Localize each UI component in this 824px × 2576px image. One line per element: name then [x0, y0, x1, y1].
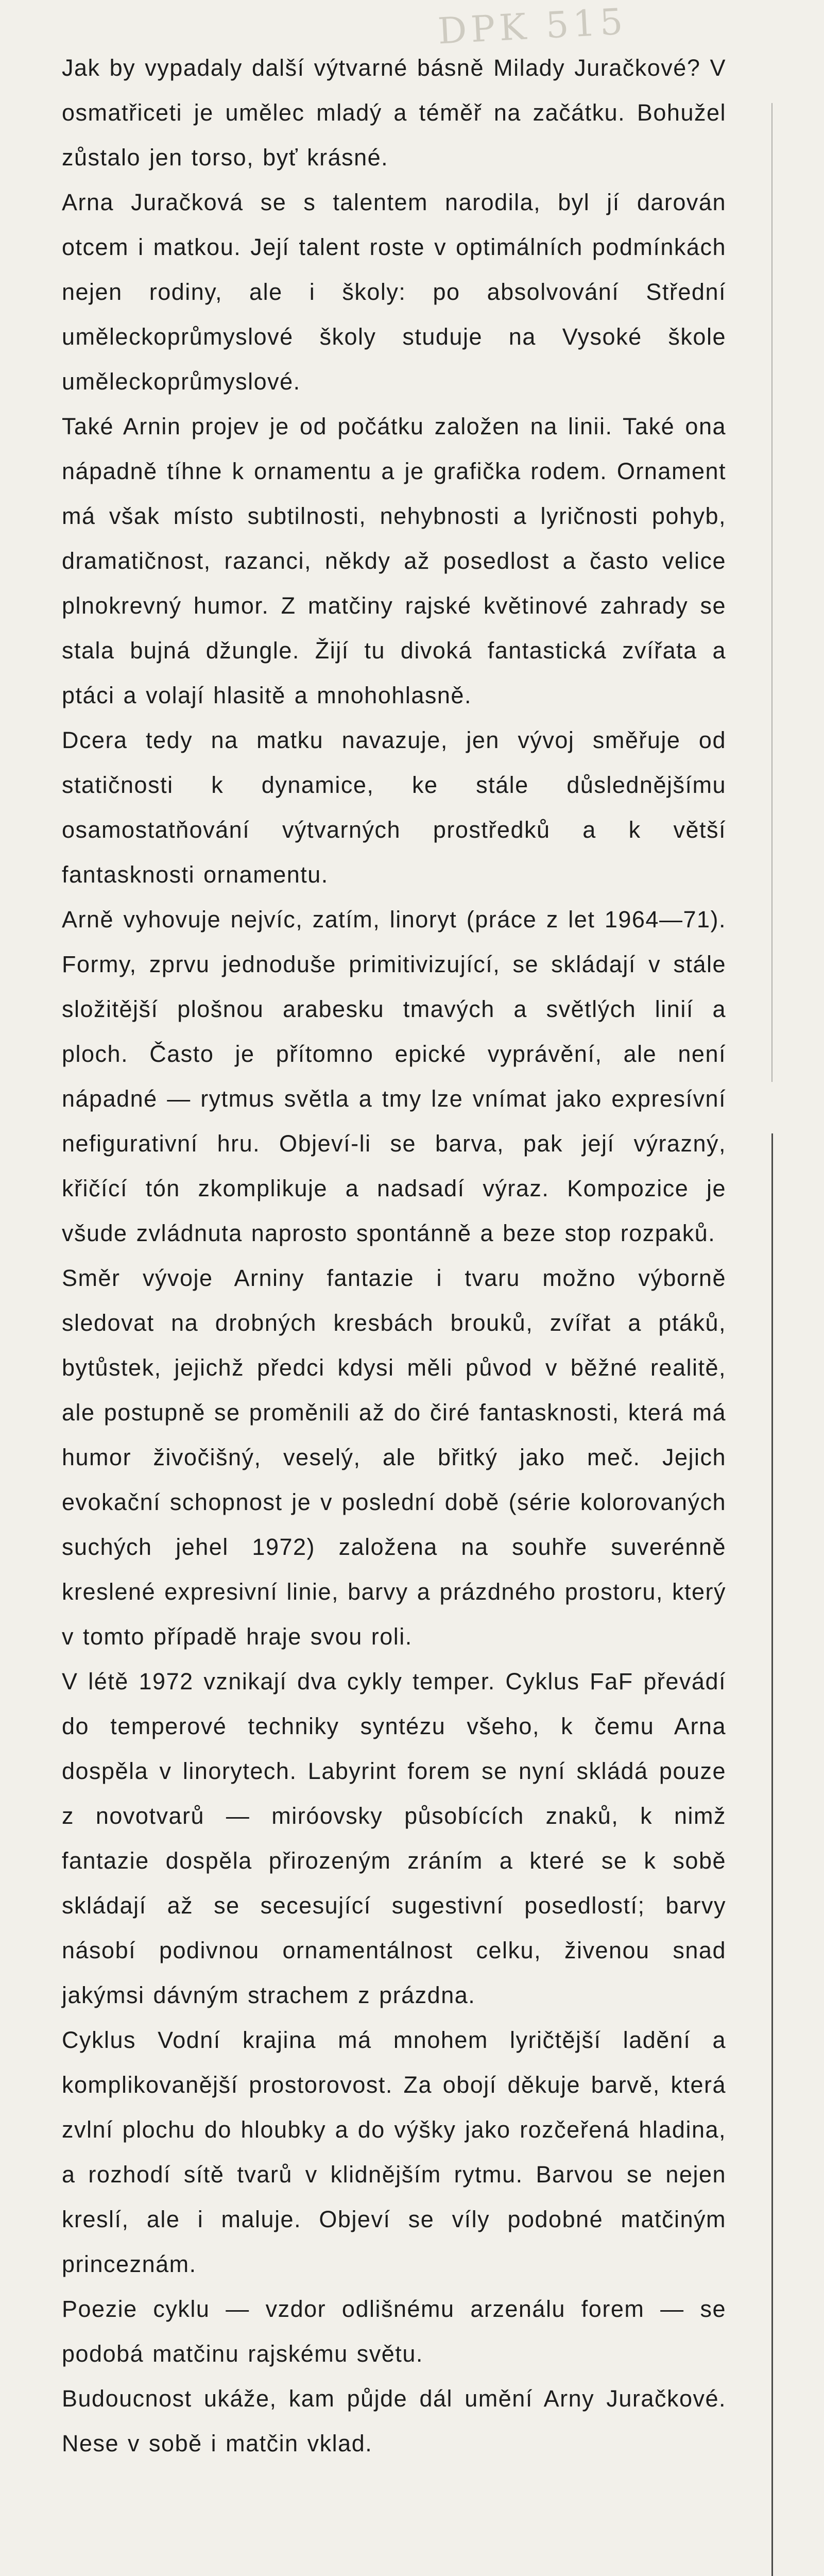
- paragraph-8: Cyklus Vodní krajina má mnohem lyričtější ladění a komplikovanější prostorovost. Za obojí děkuje barvě, která zvlní plochu do hloubky a do výšky jako rozčeřená hladina, a rozhodí sítě tvarů v klidnějším rytmu. Barvou se nejen kreslí, ale i maluje. Objeví se víly podobné matčiným princeznám.: [62, 2027, 726, 2277]
- margin-rule: [771, 1133, 773, 2576]
- paragraph-6: Směr vývoje Arniny fantazie i tvaru možno výborně sledovat na drobných kresbách brouků, zvířat a ptáků, bytůstek, jejichž předci kdysi měli původ v běžné realitě, ale postupně se proměnili až do čiré fantasknosti, která má humor živočišný, veselý, ale břitký jako meč. Jejich evokační schopnost je v poslední době (série kolorovaných suchých jehel 1972) založena na souhře suverénně kreslené expresivní linie, barvy a prázdného prostoru, který v tomto případě hraje svou roli.: [62, 1265, 726, 1650]
- paragraph-5: Arně vyhovuje nejvíc, zatím, linoryt (práce z let 1964—71). Formy, zprvu jednoduše primitivizující, se skládají v stále složitější plošnou arabesku tmavých a světlých linií a ploch. Často je přítomno epické vyprávění, ale není nápadné — rytmus světla a tmy lze vnímat jako expresívní nefigurativní hru. Objeví-li se barva, pak její výrazný, křičící tón zkomplikuje a nadsadí výraz. Kompozice je všude zvládnuta naprosto spontánně a beze stop rozpaků.: [62, 906, 726, 1246]
- margin-rule-faint: [771, 103, 772, 1082]
- paragraph-1: Jak by vypadaly další výtvarné básně Milady Juračkové? V osmatřiceti je umělec mladý a téměř na začátku. Bohužel zůstalo jen torso, byť krásné.: [62, 55, 726, 171]
- handwritten-archive-mark: DPK 515: [437, 0, 628, 53]
- paragraph-3: Také Arnin projev je od počátku založen na linii. Také ona nápadně tíhne k ornamentu a je grafička rodem. Ornament má však místo subtilnosti, nehybnosti a lyričnosti pohyb, dramatičnost, razanci, někdy až posedlost a často velice plnokrevný humor. Z matčiny rajské květinové zahrady se stala bujná džungle. Žijí tu divoká fantastická zvířata a ptáci a volají hlasitě a mnohohlasně.: [62, 413, 726, 708]
- paragraph-4: Dcera tedy na matku navazuje, jen vývoj směřuje od statičnosti k dynamice, ke stále důslednějšímu osamostatňování výtvarných prostředků a k větší fantasknosti ornamentu.: [62, 727, 726, 888]
- paragraph-9: Poezie cyklu — vzdor odlišnému arzenálu forem — se podobá matčinu rajskému světu.: [62, 2296, 726, 2367]
- paragraph-10: Budoucnost ukáže, kam půjde dál umění Arny Juračkové. Nese v sobě i matčin vklad.: [62, 2385, 726, 2456]
- paragraph-7: V létě 1972 vznikají dva cykly temper. Cyklus FaF převádí do temperové techniky syntézu všeho, k čemu Arna dospěla v linorytech. Labyrint forem se nyní skládá pouze z novotvarů — miróovsky působících znaků, k nimž fantazie dospěla přirozeným zráním a které se k sobě skládají až se secesující sugestivní posedlostí; barvy násobí podivnou ornamentálnost celku, živenou snad jakýmsi dávným strachem z prázdna.: [62, 1668, 726, 2008]
- article-body: [62, 45, 726, 2466]
- paragraph-2: Arna Juračková se s talentem narodila, byl jí darován otcem i matkou. Její talent roste v optimálních podmínkách nejen rodiny, ale i školy: po absolvování Střední uměleckoprůmyslové školy studuje na Vysoké škole uměleckoprůmyslové.: [62, 189, 726, 395]
